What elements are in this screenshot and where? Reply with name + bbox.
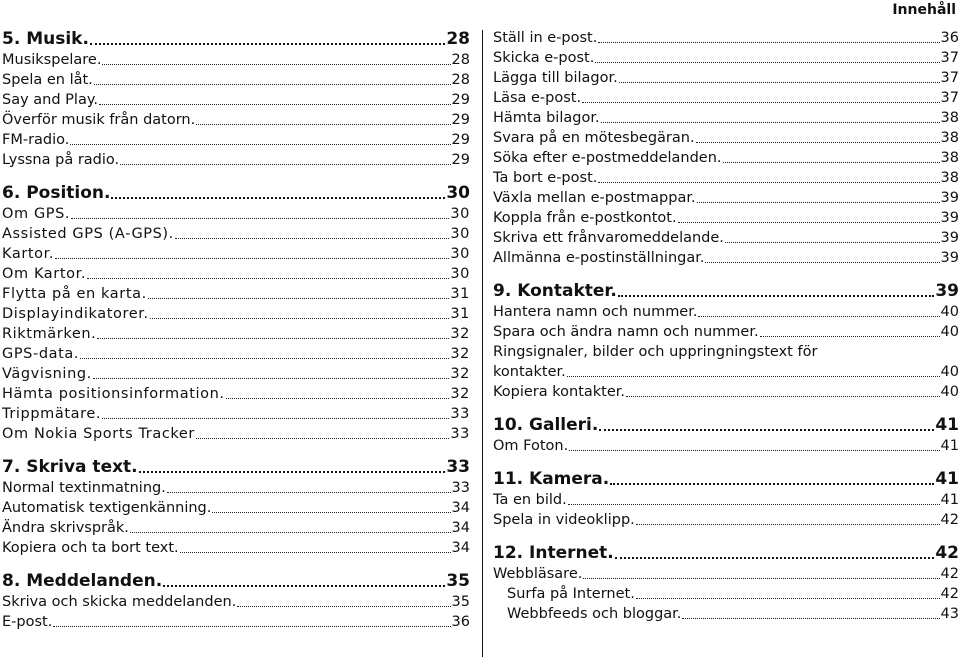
entry-title: Ta bort e-post. xyxy=(493,170,598,186)
entry-title: Displayindikatorer. xyxy=(2,306,149,322)
toc-entry[interactable] xyxy=(2,304,470,324)
toc-section-heading[interactable] xyxy=(2,28,470,50)
entry-title: Koppla från e-postkontot. xyxy=(493,210,677,226)
page-number: 38 xyxy=(940,170,959,186)
page-number: 42 xyxy=(940,566,959,582)
page-number: 42 xyxy=(940,512,959,528)
toc-entry[interactable] xyxy=(493,604,959,624)
page-number: 30 xyxy=(450,226,470,242)
toc-entry[interactable] xyxy=(2,404,470,424)
toc-section-heading[interactable] xyxy=(2,182,470,204)
section-title: 9. Kontakter. xyxy=(493,281,617,301)
dot-leader xyxy=(212,512,450,513)
toc-entry[interactable] xyxy=(2,498,470,518)
toc-section xyxy=(2,570,470,632)
entry-title: Spela en låt. xyxy=(2,72,93,88)
dot-leader xyxy=(130,532,451,533)
dot-leader xyxy=(226,398,450,399)
entry-title: Webbfeeds och bloggar. xyxy=(507,606,682,622)
section-title: 10. Galleri. xyxy=(493,415,599,435)
entry-title: Spara och ändra namn och nummer. xyxy=(493,324,759,340)
dot-leader xyxy=(102,418,449,419)
toc-section xyxy=(493,414,959,456)
toc-entry[interactable] xyxy=(493,68,959,88)
toc-section xyxy=(493,280,959,402)
toc-entry[interactable] xyxy=(2,224,470,244)
dot-leader xyxy=(111,197,445,199)
entry-title: Hämta bilagor. xyxy=(493,110,600,126)
dot-leader xyxy=(682,618,939,619)
page-number: 32 xyxy=(450,326,470,342)
dot-leader xyxy=(139,471,446,473)
dot-leader xyxy=(598,42,939,43)
entry-title: Webbläsare. xyxy=(493,566,583,582)
toc-entry[interactable] xyxy=(2,538,470,558)
dot-leader xyxy=(567,376,940,377)
entry-title: Allmänna e-postinställningar. xyxy=(493,250,705,266)
entry-title: Om GPS. xyxy=(2,206,71,222)
entry-title: kontakter. xyxy=(493,364,566,380)
toc-entry[interactable] xyxy=(493,584,959,604)
page-number: 39 xyxy=(940,250,959,266)
dot-leader xyxy=(598,182,939,183)
toc-section xyxy=(2,28,470,170)
toc-entry[interactable] xyxy=(2,244,470,264)
toc-entry[interactable] xyxy=(2,518,470,538)
toc-entry[interactable] xyxy=(493,168,959,188)
toc-entry[interactable] xyxy=(493,28,959,48)
entry-title: Flytta på en karta. xyxy=(2,286,147,302)
toc-entry[interactable] xyxy=(493,248,959,268)
page-number: 28 xyxy=(451,72,470,88)
dot-leader xyxy=(102,64,450,65)
entry-title: Om Nokia Sports Tracker xyxy=(2,426,195,442)
column-divider xyxy=(482,30,483,657)
entry-title: FM-radio. xyxy=(2,132,70,148)
page-number: 41 xyxy=(935,415,959,435)
page-number: 37 xyxy=(940,90,959,106)
dot-leader xyxy=(148,298,450,299)
entry-title: Riktmärken. xyxy=(2,326,97,342)
toc-entry[interactable] xyxy=(493,382,959,402)
toc-right-column xyxy=(493,28,959,636)
entry-title: Hämta positionsinformation. xyxy=(2,386,225,402)
entry-title: Lägga till bilagor. xyxy=(493,70,618,86)
page-number: 30 xyxy=(450,206,470,222)
toc-section xyxy=(2,182,470,444)
page-number: 30 xyxy=(446,183,470,203)
toc-entry[interactable] xyxy=(493,564,959,584)
dot-leader xyxy=(120,164,450,165)
page-number: 30 xyxy=(450,246,470,262)
entry-title: Automatisk textigenkänning. xyxy=(2,500,212,516)
dot-leader xyxy=(55,258,449,259)
page-number: 29 xyxy=(451,92,470,108)
page-number: 35 xyxy=(451,594,470,610)
toc-section-heading[interactable] xyxy=(493,414,959,436)
page-number: 38 xyxy=(940,150,959,166)
dot-leader xyxy=(636,598,940,599)
entry-title: Söka efter e-postmeddelanden. xyxy=(493,150,722,166)
dot-leader xyxy=(595,62,939,63)
page-number: 32 xyxy=(450,366,470,382)
page-number: 32 xyxy=(450,346,470,362)
page-number: 38 xyxy=(940,130,959,146)
dot-leader xyxy=(582,102,939,103)
page-number: 29 xyxy=(451,112,470,128)
dot-leader xyxy=(175,238,449,239)
page-number: 31 xyxy=(450,286,470,302)
page-number: 38 xyxy=(940,110,959,126)
section-title: 6. Position. xyxy=(2,183,111,203)
entry-title: Ta en bild. xyxy=(493,492,567,508)
dot-leader xyxy=(698,316,939,317)
entry-title: Svara på en mötesbegäran. xyxy=(493,130,695,146)
section-title: 7. Skriva text. xyxy=(2,457,138,477)
page-number: 40 xyxy=(940,324,959,340)
toc-entry[interactable] xyxy=(2,592,470,612)
dot-leader xyxy=(93,378,449,379)
dot-leader xyxy=(599,429,934,431)
entry-title: Surfa på Internet. xyxy=(507,586,635,602)
toc-entry[interactable] xyxy=(2,264,470,284)
toc-entry[interactable] xyxy=(493,322,959,342)
dot-leader xyxy=(167,492,451,493)
page-number: 37 xyxy=(940,50,959,66)
toc-entry[interactable] xyxy=(493,302,959,322)
toc-entry[interactable] xyxy=(493,436,959,456)
page-number: 29 xyxy=(451,152,470,168)
entry-title: Assisted GPS (A-GPS). xyxy=(2,226,174,242)
dot-leader xyxy=(150,318,450,319)
entry-title: Ställ in e-post. xyxy=(493,30,598,46)
dot-leader xyxy=(87,278,449,279)
toc-section-heading[interactable] xyxy=(493,280,959,302)
toc-entry[interactable] xyxy=(2,110,470,130)
page-number: 35 xyxy=(446,571,470,591)
entry-title: Kopiera kontakter. xyxy=(493,384,626,400)
toc-entry[interactable] xyxy=(2,130,470,150)
toc-section-heading[interactable] xyxy=(493,468,959,490)
entry-title: GPS-data. xyxy=(2,346,80,362)
entry-title: Musikspelare. xyxy=(2,52,102,68)
entry-title: E-post. xyxy=(2,614,53,630)
toc-entry[interactable] xyxy=(493,88,959,108)
toc-entry[interactable] xyxy=(2,324,470,344)
dot-leader xyxy=(237,606,450,607)
page-number: 43 xyxy=(940,606,959,622)
page-number: 28 xyxy=(446,29,470,49)
toc-entry[interactable] xyxy=(2,384,470,404)
toc-entry[interactable] xyxy=(493,510,959,530)
dot-leader xyxy=(723,162,940,163)
entry-title: Lyssna på radio. xyxy=(2,152,120,168)
section-title: 11. Kamera. xyxy=(493,469,610,489)
entry-title: Hantera namn och nummer. xyxy=(493,304,698,320)
page-number: 39 xyxy=(935,281,959,301)
entry-title: Om Foton. xyxy=(493,438,569,454)
toc-section xyxy=(493,542,959,624)
dot-leader xyxy=(196,438,449,439)
dot-leader xyxy=(90,43,445,45)
entry-title: Ändra skrivspråk. xyxy=(2,520,129,536)
page-number: 30 xyxy=(450,266,470,282)
toc-entry[interactable] xyxy=(493,108,959,128)
page-number: 39 xyxy=(940,230,959,246)
entry-title: Växla mellan e-postmappar. xyxy=(493,190,696,206)
entry-title: Spela in videoklipp. xyxy=(493,512,635,528)
page-number: 39 xyxy=(940,190,959,206)
page-number: 34 xyxy=(451,540,470,556)
entry-title: Överför musik från datorn. xyxy=(2,112,196,128)
page-number: 33 xyxy=(450,406,470,422)
dot-leader xyxy=(71,218,449,219)
entry-title: Skicka e-post. xyxy=(493,50,595,66)
page-number: 34 xyxy=(451,500,470,516)
page-number: 40 xyxy=(940,364,959,380)
dot-leader xyxy=(678,222,940,223)
toc-left-column xyxy=(2,28,470,644)
entry-title: Läsa e-post. xyxy=(493,90,582,106)
entry-title: Say and Play. xyxy=(2,92,98,108)
toc-entry[interactable] xyxy=(2,344,470,364)
entry-title: Kartor. xyxy=(2,246,55,262)
dot-leader xyxy=(163,585,445,587)
dot-leader xyxy=(53,626,450,627)
dot-leader xyxy=(569,450,939,451)
dot-leader xyxy=(697,202,940,203)
dot-leader xyxy=(760,336,940,337)
toc-section-heading[interactable] xyxy=(493,542,959,564)
page-number: 39 xyxy=(940,210,959,226)
toc-section xyxy=(2,456,470,558)
page-number: 42 xyxy=(935,543,959,563)
entry-title: Kopiera och ta bort text. xyxy=(2,540,179,556)
page-number: 41 xyxy=(935,469,959,489)
dot-leader xyxy=(180,552,451,553)
dot-leader xyxy=(70,144,450,145)
page-header-label: Innehåll xyxy=(892,2,956,18)
dot-leader xyxy=(636,524,940,525)
toc-entry[interactable] xyxy=(493,188,959,208)
page-number: 33 xyxy=(450,426,470,442)
page-number: 31 xyxy=(450,306,470,322)
dot-leader xyxy=(196,124,450,125)
toc-entry[interactable] xyxy=(2,50,470,70)
dot-leader xyxy=(97,338,449,339)
page-number: 32 xyxy=(450,386,470,402)
dot-leader xyxy=(705,262,939,263)
page-number: 40 xyxy=(940,384,959,400)
toc-entry[interactable] xyxy=(493,228,959,248)
toc-entry[interactable] xyxy=(2,478,470,498)
toc-entry[interactable] xyxy=(493,362,959,382)
dot-leader xyxy=(615,557,935,559)
page-number: 41 xyxy=(940,492,959,508)
page-number: 33 xyxy=(446,457,470,477)
toc-entry[interactable] xyxy=(2,284,470,304)
toc-section xyxy=(493,28,959,268)
section-title: 8. Meddelanden. xyxy=(2,571,163,591)
entry-title: Om Kartor. xyxy=(2,266,87,282)
dot-leader xyxy=(626,396,940,397)
toc-entry[interactable] xyxy=(2,90,470,110)
dot-leader xyxy=(94,84,451,85)
toc-entry[interactable] xyxy=(493,128,959,148)
toc-section xyxy=(493,468,959,530)
dot-leader xyxy=(619,82,940,83)
entry-title: Trippmätare. xyxy=(2,406,102,422)
dot-leader xyxy=(601,122,940,123)
dot-leader xyxy=(610,483,934,485)
toc-entry[interactable] xyxy=(2,204,470,224)
entry-title: Normal textinmatning. xyxy=(2,480,166,496)
page-number: 40 xyxy=(940,304,959,320)
toc-entry[interactable] xyxy=(493,490,959,510)
page-number: 28 xyxy=(451,52,470,68)
toc-entry[interactable] xyxy=(2,70,470,90)
toc-entry[interactable] xyxy=(2,612,470,632)
dot-leader xyxy=(568,504,940,505)
page-number: 36 xyxy=(451,614,470,630)
entry-title: Vägvisning. xyxy=(2,366,92,382)
toc-entry[interactable] xyxy=(2,150,470,170)
page-number: 37 xyxy=(940,70,959,86)
toc-entry[interactable] xyxy=(493,148,959,168)
entry-title: Skriva ett frånvaromeddelande. xyxy=(493,230,724,246)
page-number: 33 xyxy=(451,480,470,496)
dot-leader xyxy=(725,242,940,243)
page-number: 42 xyxy=(940,586,959,602)
toc-entry[interactable] xyxy=(493,208,959,228)
page-number: 34 xyxy=(451,520,470,536)
page-number: 41 xyxy=(940,438,959,454)
toc-entry-line[interactable] xyxy=(493,342,959,362)
toc-section-heading[interactable] xyxy=(2,570,470,592)
page-number: 29 xyxy=(451,132,470,148)
section-title: 12. Internet. xyxy=(493,543,614,563)
section-title: 5. Musik. xyxy=(2,29,89,49)
entry-title: Ringsignaler, bilder och uppringningstext för xyxy=(493,344,818,360)
toc-entry[interactable] xyxy=(2,364,470,384)
page-number: 36 xyxy=(940,30,959,46)
dot-leader xyxy=(618,295,934,297)
dot-leader xyxy=(583,578,939,579)
dot-leader xyxy=(696,142,940,143)
dot-leader xyxy=(99,104,451,105)
dot-leader xyxy=(80,358,449,359)
entry-title: Skriva och skicka meddelanden. xyxy=(2,594,237,610)
toc-entry[interactable] xyxy=(493,48,959,68)
toc-entry[interactable] xyxy=(2,424,470,444)
toc-section-heading[interactable] xyxy=(2,456,470,478)
